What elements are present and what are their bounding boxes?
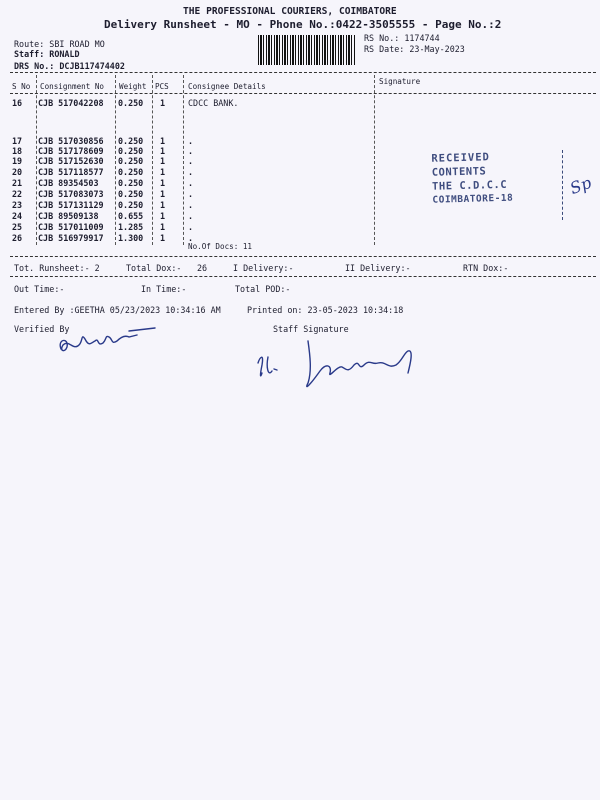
row-weight: 0.250 xyxy=(118,200,144,210)
row-pcs: 1 xyxy=(160,167,166,177)
drs-number: DRS No.: DCJB117474402 xyxy=(14,61,125,71)
row-weight: 0.250 xyxy=(118,156,144,166)
stamp-line-2: CONTENTS xyxy=(431,165,487,179)
staff-signature xyxy=(250,335,435,395)
row-consignee: . xyxy=(188,233,194,243)
table-row xyxy=(0,233,600,243)
row-weight: 0.250 xyxy=(118,178,144,188)
row-pcs: 1 xyxy=(160,189,166,199)
row-consignment: CJB 517030856 xyxy=(38,136,104,146)
row-consignee: . xyxy=(188,167,194,177)
table-bottom-rule xyxy=(10,256,596,257)
row-pcs: 1 xyxy=(160,156,166,166)
row-consignment: CJB 517042208 xyxy=(38,98,104,108)
row-consignee: . xyxy=(188,178,194,188)
row-consignee: . xyxy=(188,156,194,166)
row-pcs: 1 xyxy=(160,146,166,156)
row-weight: 0.250 xyxy=(118,167,144,177)
row-weight: 1.300 xyxy=(118,233,144,243)
table-row xyxy=(0,98,600,108)
table-header-rule xyxy=(10,93,596,94)
row-sno: 20 xyxy=(12,167,23,177)
row-sno: 26 xyxy=(12,233,23,243)
row-consignee: . xyxy=(188,211,194,221)
rs-date: RS Date: 23-May-2023 xyxy=(364,44,465,54)
verified-by-label: Verified By xyxy=(14,324,70,334)
row-sno: 23 xyxy=(12,200,23,210)
row-pcs: 1 xyxy=(160,200,166,210)
row-pcs: 1 xyxy=(160,136,166,146)
col-consignee: Consignee Details xyxy=(188,82,266,91)
row-consignment: CJB 517131129 xyxy=(38,200,104,210)
col-signature: Signature xyxy=(379,77,421,86)
table-row xyxy=(0,222,600,232)
received-stamp xyxy=(431,148,568,216)
col-pcs: PCS xyxy=(155,82,169,91)
col-consignment: Consignment No xyxy=(40,82,105,91)
row-sno: 16 xyxy=(12,98,23,108)
row-consignee: . xyxy=(188,146,194,156)
stamp-initials: Sp xyxy=(567,172,594,199)
rtn-dox: RTN Dox:- xyxy=(463,263,509,273)
row-consignment: CJB 517011009 xyxy=(38,222,104,232)
row-consignee: . xyxy=(188,136,194,146)
row-sno: 19 xyxy=(12,156,23,166)
verified-signature xyxy=(55,325,165,360)
runsheet-subtitle: Delivery Runsheet - MO - Phone No.:0422-3505555 - Page No.:2 xyxy=(104,18,502,31)
row-weight: 0.655 xyxy=(118,211,144,221)
row-sno: 18 xyxy=(12,146,23,156)
out-time: Out Time:- xyxy=(14,284,65,294)
row-consignee: . xyxy=(188,189,194,199)
row-consignment: CJB 516979917 xyxy=(38,233,104,243)
row-weight: 1.285 xyxy=(118,222,144,232)
total-dox-label: Total Dox:- xyxy=(126,263,182,273)
totals-rule xyxy=(10,276,596,277)
staff-signature-label: Staff Signature xyxy=(273,324,349,334)
stamp-line-3: THE C.D.C.C xyxy=(431,178,508,193)
row-pcs: 1 xyxy=(160,222,166,232)
row-pcs: 1 xyxy=(160,211,166,221)
route-label: Route: SBI ROAD MO xyxy=(14,39,105,49)
staff-label: Staff: RONALD xyxy=(14,49,80,59)
row-sno: 21 xyxy=(12,178,23,188)
row-consignment: CJB 517178609 xyxy=(38,146,104,156)
row-consignee: CDCC BANK. xyxy=(188,98,239,108)
row-weight: 0.250 xyxy=(118,189,144,199)
row-consignment: CJB 517083073 xyxy=(38,189,104,199)
row-consignment: CJB 89354503 xyxy=(38,178,99,188)
stamp-line-4: COIMBATORE-18 xyxy=(432,192,514,206)
row-consignment: CJB 89509138 xyxy=(38,211,99,221)
in-time: In Time:- xyxy=(141,284,187,294)
row-consignee: . xyxy=(188,222,194,232)
row-weight: 0.250 xyxy=(118,146,144,156)
row-consignment: CJB 517152630 xyxy=(38,156,104,166)
row-consignment: CJB 517118577 xyxy=(38,167,104,177)
printed-on: Printed on: 23-05-2023 10:34:18 xyxy=(247,305,404,315)
barcode xyxy=(258,35,356,65)
row-sno: 22 xyxy=(12,189,23,199)
entered-by: Entered By :GEETHA 05/23/2023 10:34:16 AM xyxy=(14,305,221,315)
stamp-line-1: RECEIVED xyxy=(431,151,491,165)
row-sno: 24 xyxy=(12,211,23,221)
i-delivery: I Delivery:- xyxy=(233,263,294,273)
col-sno: S No xyxy=(12,82,31,91)
ii-delivery: II Delivery:- xyxy=(345,263,411,273)
row-weight: 0.250 xyxy=(118,136,144,146)
rs-number: RS No.: 1174744 xyxy=(364,33,440,43)
row-pcs: 1 xyxy=(160,98,166,108)
total-pod: Total POD:- xyxy=(235,284,291,294)
company-title: THE PROFESSIONAL COURIERS, COIMBATORE xyxy=(183,6,397,17)
total-dox-value: 26 xyxy=(197,263,208,273)
row-consignee: . xyxy=(188,200,194,210)
table-top-rule xyxy=(10,72,596,73)
row-sno: 17 xyxy=(12,136,23,146)
table-row xyxy=(0,136,600,146)
no-of-docs: No.Of Docs: 11 xyxy=(188,242,253,251)
tot-runsheet: Tot. Runsheet:- 2 xyxy=(14,263,100,273)
row-sno: 25 xyxy=(12,222,23,232)
col-weight: Weight xyxy=(119,82,147,91)
row-weight: 0.250 xyxy=(118,98,144,108)
row-pcs: 1 xyxy=(160,233,166,243)
row-pcs: 1 xyxy=(160,178,166,188)
